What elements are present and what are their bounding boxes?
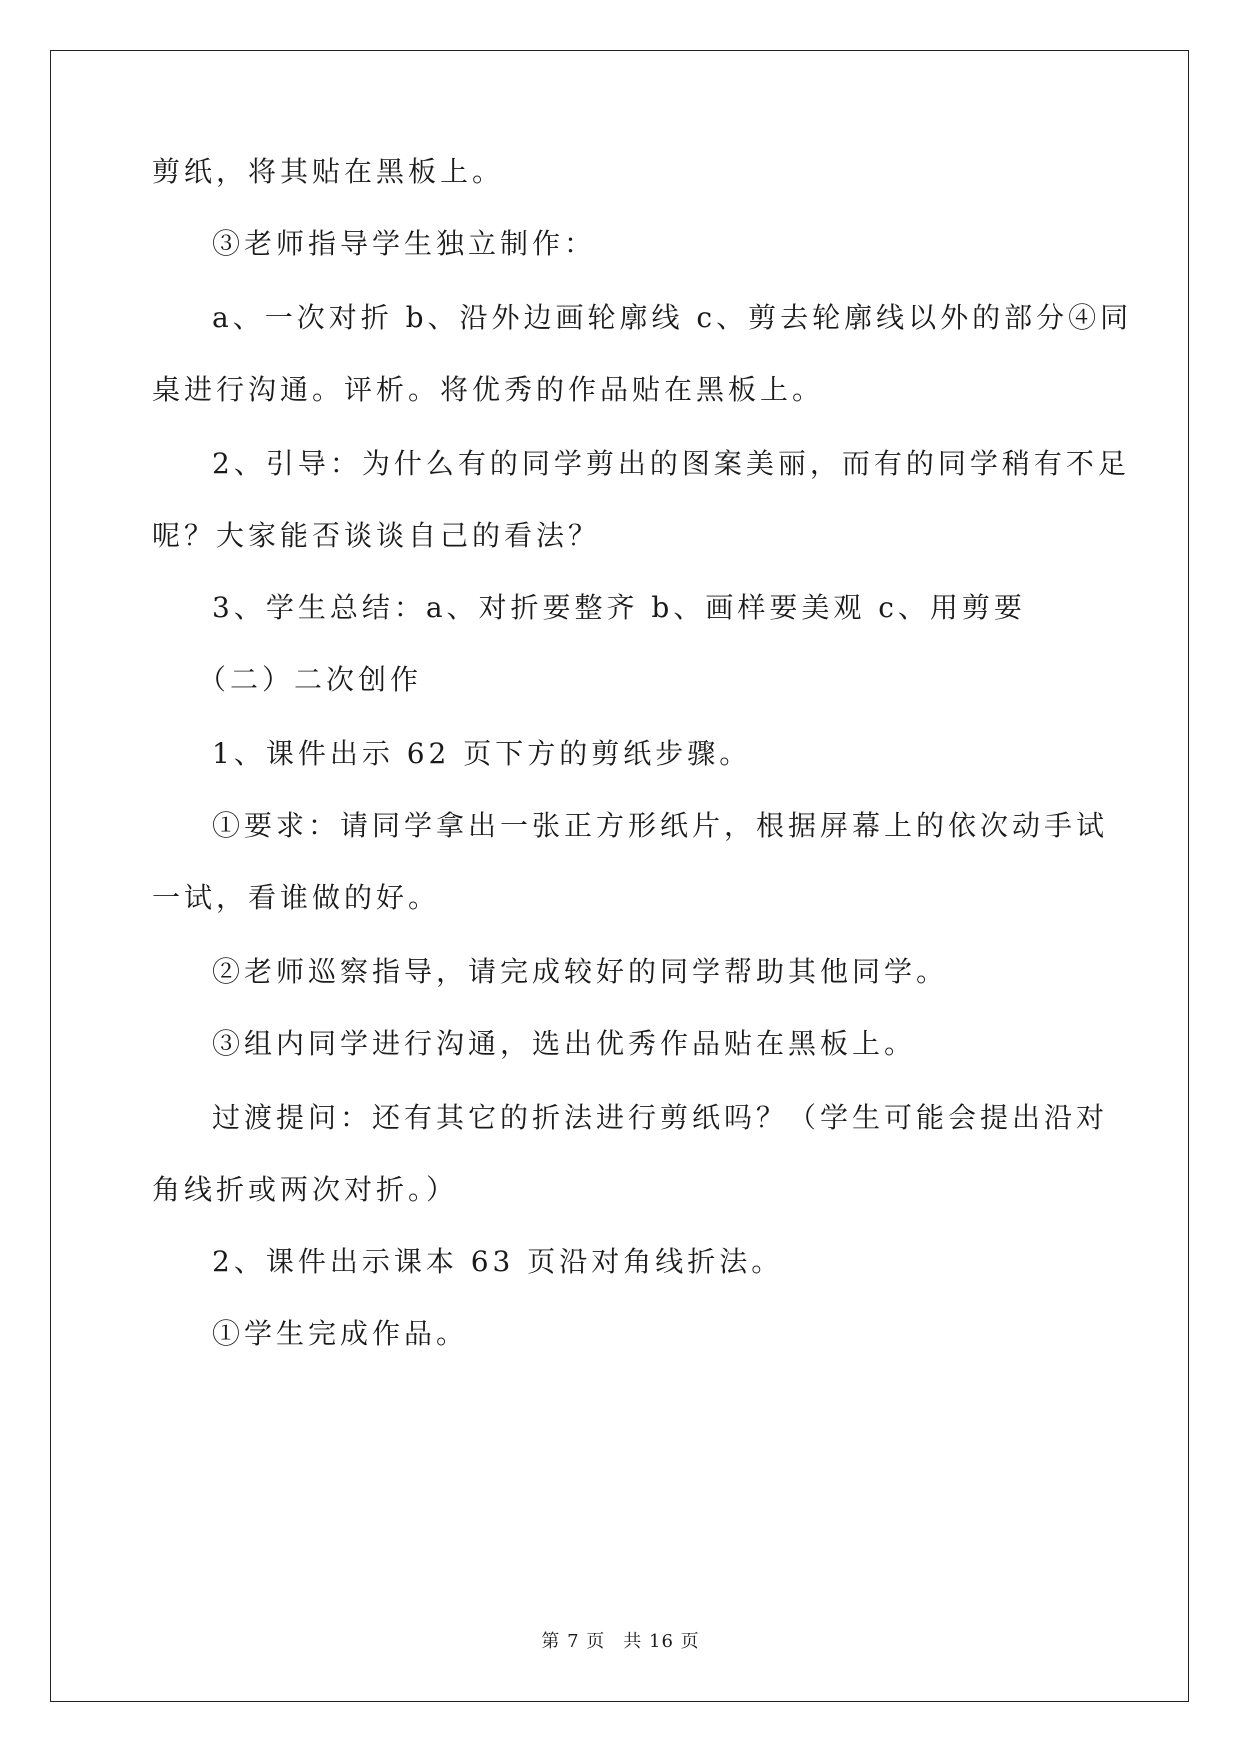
text-line-3: a、一次对折 b、沿外边画轮廓线 c、剪去轮廓线以外的部分④同 <box>212 301 1133 334</box>
text-line-9: 1、课件出示 62 页下方的剪纸步骤。 <box>212 737 752 770</box>
text-line-13: ③组内同学进行沟通，选出优秀作品贴在黑板上。 <box>212 1027 917 1060</box>
text-line-14: 过渡提问：还有其它的折法进行剪纸吗？（学生可能会提出沿对 <box>212 1101 1109 1134</box>
page-number-total: 共 16 页 <box>623 1631 700 1652</box>
page-number-current: 第 7 页 <box>541 1631 606 1652</box>
text-line-5: 2、引导：为什么有的同学剪出的图案美丽，而有的同学稍有不足 <box>212 447 1130 480</box>
text-line-11: 一试，看谁做的好。 <box>152 881 441 914</box>
text-line-17: ①学生完成作品。 <box>212 1317 469 1350</box>
text-line-10: ①要求：请同学拿出一张正方形纸片，根据屏幕上的依次动手试 <box>212 809 1109 842</box>
text-line-15: 角线折或两次对折。） <box>152 1173 459 1206</box>
text-line-2: ③老师指导学生独立制作： <box>212 227 597 260</box>
text-line-7: 3、学生总结：a、对折要整齐 b、画样要美观 c、用剪要 <box>212 591 1026 624</box>
page-footer <box>0 1630 1241 1654</box>
text-line-4: 桌进行沟通。评析。将优秀的作品贴在黑板上。 <box>152 373 825 406</box>
text-line-1: 剪纸，将其贴在黑板上。 <box>152 155 505 188</box>
text-line-12: ②老师巡察指导，请完成较好的同学帮助其他同学。 <box>212 955 949 988</box>
text-line-6: 呢？大家能否谈谈自己的看法？ <box>152 519 601 552</box>
text-line-16: 2、课件出示课本 63 页沿对角线折法。 <box>212 1245 784 1278</box>
section-heading: （二）二次创作 <box>198 663 423 696</box>
